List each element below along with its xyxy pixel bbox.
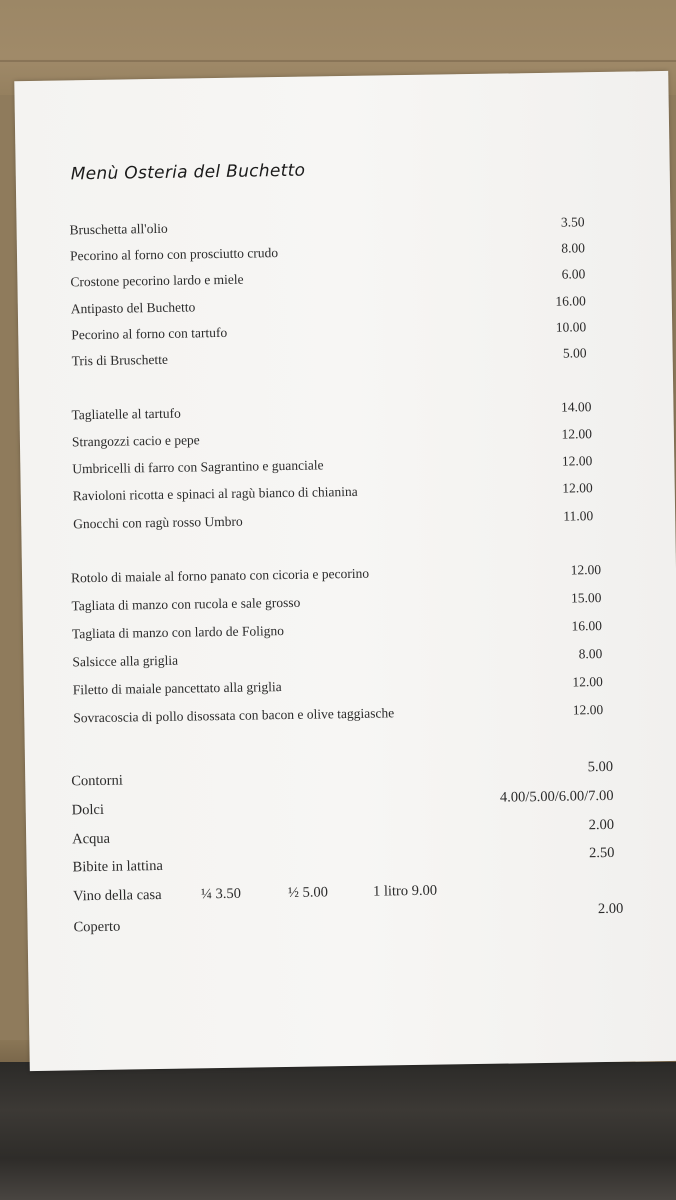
menu-item: [71, 787, 614, 819]
item-price: 12.00: [561, 426, 592, 442]
item-price: 5.00: [562, 345, 587, 361]
item-name: Gnocchi con ragù rosso Umbro: [73, 513, 243, 532]
wine-quarter-price: ¼ 3.50: [200, 885, 242, 903]
menu-item: [69, 240, 586, 264]
item-price: 11.00: [563, 508, 594, 524]
item-price: 14.00: [560, 399, 592, 415]
menu-item: [70, 293, 586, 317]
item-name: Strangozzi cacio e pepe: [71, 432, 200, 450]
wine-half-price: ½ 5.00: [287, 884, 329, 901]
item-price: 16.00: [555, 293, 586, 309]
menu-item: [73, 508, 594, 532]
menu-item: [71, 590, 602, 614]
item-name: Umbricelli di farro con Sagrantino e guanciale: [72, 457, 324, 477]
menu-sheet: [14, 71, 676, 1071]
item-price: 8.00: [561, 240, 586, 256]
item-price: 12.00: [562, 480, 593, 496]
item-name: Tagliatelle al tartufo: [71, 405, 181, 423]
item-price: 15.00: [570, 590, 602, 606]
item-price: 8.00: [578, 646, 603, 662]
item-price: 12.00: [570, 562, 602, 578]
menu-item: [71, 345, 587, 369]
menu-item: [71, 319, 587, 343]
item-name: Salsicce alla griglia: [72, 652, 179, 670]
item-price: 6.00: [561, 266, 586, 282]
menu-item: [72, 674, 603, 698]
menu-item: [72, 453, 593, 477]
wine-litre-price: 1 litro 9.00: [372, 882, 438, 900]
item-name: Filetto di maiale pancettato alla griglia: [72, 679, 282, 698]
menu-title: Menù Osteria del Buchetto: [70, 160, 306, 185]
menu-item: [71, 399, 592, 423]
item-name: Bibite in lattina: [72, 857, 163, 876]
item-name: Tagliata di manzo con lardo de Foligno: [71, 623, 285, 642]
item-name: Tagliata di manzo con rucola e sale grosso: [71, 594, 301, 614]
menu-item: [72, 646, 603, 670]
item-name: Pecorino al forno con tartufo: [71, 324, 228, 343]
item-price: 16.00: [571, 618, 603, 634]
item-price: 2.00: [597, 900, 624, 918]
wine-name: Vino della casa: [72, 886, 162, 905]
menu-item: [72, 844, 615, 876]
dark-fabric-background: [0, 1062, 676, 1200]
menu-item: [70, 266, 586, 290]
item-price: 5.00: [587, 758, 614, 776]
item-name: Contorni: [71, 772, 123, 790]
item-name: Crostone pecorino lardo e miele: [70, 271, 244, 290]
item-name: Ravioloni ricotta e spinaci al ragù bianco di chianina: [72, 483, 358, 504]
item-price: 4.00/5.00/6.00/7.00: [499, 787, 614, 806]
menu-item: [72, 816, 615, 848]
item-price: 10.00: [555, 319, 587, 335]
item-name: Antipasto del Buchetto: [70, 299, 196, 317]
wine-row: [72, 880, 615, 905]
item-price: 12.00: [561, 453, 593, 469]
menu-item: [73, 702, 604, 726]
item-price: 3.50: [560, 214, 585, 230]
item-name: Pecorino al forno con prosciutto crudo: [69, 245, 279, 264]
menu-item: [69, 214, 585, 238]
item-name: Rotolo di maiale al forno panato con cicoria e pecorino: [70, 565, 370, 586]
menu-item: [71, 758, 614, 790]
menu-item: [71, 618, 603, 642]
menu-item: [70, 562, 602, 586]
cardboard-seam: [0, 60, 676, 62]
item-price: 12.00: [572, 702, 604, 718]
item-name: Tris di Bruschette: [71, 351, 169, 369]
item-name: Bruschetta all'olio: [69, 220, 168, 238]
item-name: Acqua: [72, 830, 111, 848]
item-price: 2.50: [588, 844, 615, 862]
menu-item: [72, 480, 593, 504]
item-name: Sovracoscia di pollo disossata con bacon e olive taggiasche: [73, 705, 395, 726]
item-price: 2.00: [588, 816, 615, 834]
item-name: Dolci: [71, 801, 105, 819]
menu-item: [71, 426, 592, 450]
item-name: Coperto: [73, 918, 121, 936]
item-price: 12.00: [572, 674, 603, 690]
